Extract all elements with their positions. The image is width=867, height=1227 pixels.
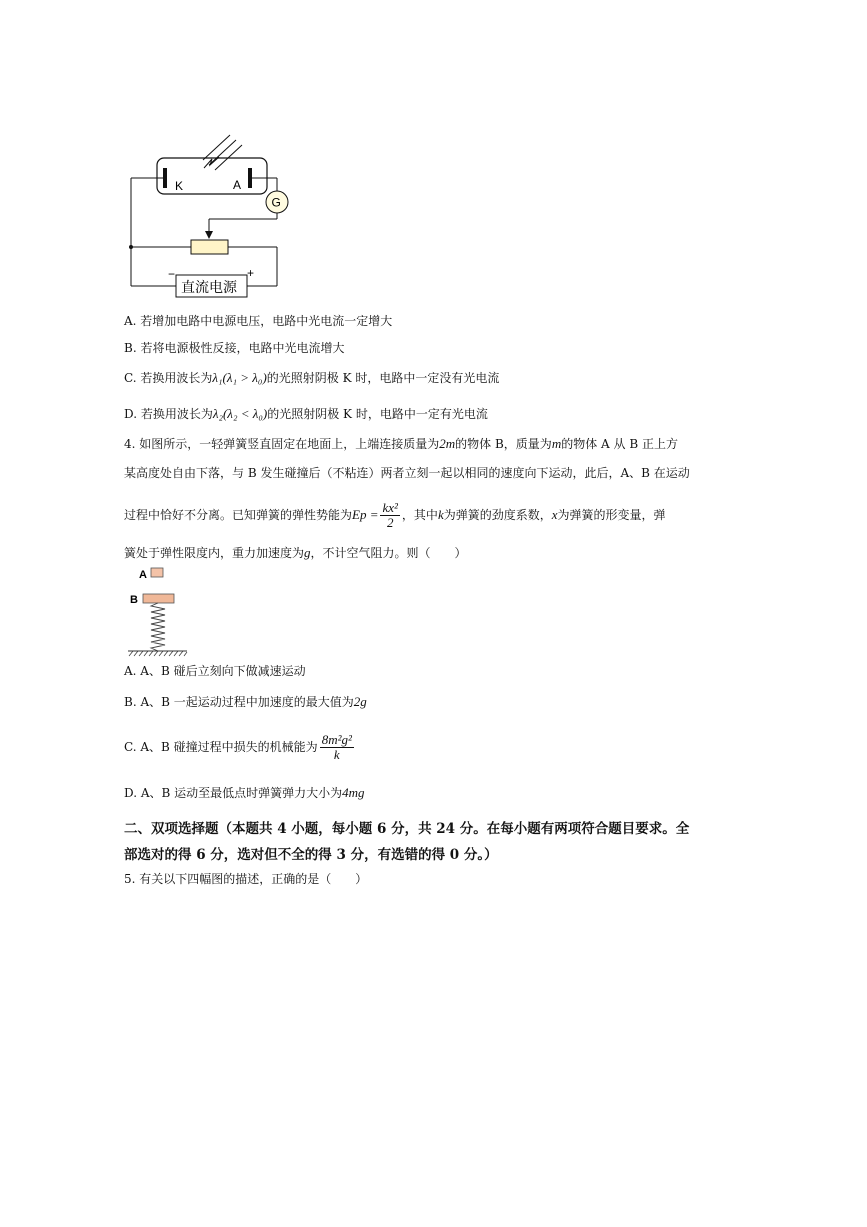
negative-terminal-label: − xyxy=(168,267,176,281)
q4-text: 过程中恰好不分离。已知弹簧的弹性势能为 xyxy=(124,508,353,522)
q4-ep-fraction: $\frac{\text{kx²}}{2}$ xyxy=(382,500,398,530)
photoelectric-circuit-diagram xyxy=(120,125,300,305)
light-beam-icon xyxy=(203,135,242,170)
q4-g-symbol: g xyxy=(304,545,311,560)
cathode-label: K xyxy=(175,179,184,193)
q4-option-d[interactable] xyxy=(124,785,365,801)
q4-text: 为弹簧的形变量，弹 xyxy=(557,508,666,522)
junction-dot xyxy=(129,245,133,249)
q4-mass-a: m xyxy=(551,436,562,451)
q4-option-d-value: 4mg xyxy=(342,785,365,800)
q3-option-b[interactable]: B. 若将电源极性反接，电路中光电流增大 xyxy=(124,341,345,355)
q4-text: 簧处于弹性限度内，重力加速度为 xyxy=(124,546,305,560)
spring-coil xyxy=(151,603,165,651)
q4-option-a[interactable]: A. A、B 碰后立刻向下做减速运动 xyxy=(124,664,306,678)
block-a-label: A xyxy=(139,569,147,581)
q4-text: 的物体 B，质量为 xyxy=(455,437,552,451)
positive-terminal-label: + xyxy=(247,266,255,280)
q4-option-c[interactable] xyxy=(124,732,356,762)
anode-label: A xyxy=(233,178,242,192)
q3-option-a[interactable]: A. 若增加电路中电源电压，电路中光电流一定增大 xyxy=(124,314,393,328)
q4-text: ，其中 xyxy=(401,508,438,522)
q3-option-d-post: 的光照射阴极 K 时，电路中一定有光电流 xyxy=(267,407,488,421)
q4-option-d-pre: D. A、B 运动至最低点时弹簧弹力大小为 xyxy=(124,786,343,800)
rheostat xyxy=(191,240,228,254)
power-supply-label: 直流电源 xyxy=(181,279,237,295)
q3-option-c-post: 的光照射阴极 K 时，电路中一定没有光电流 xyxy=(266,371,500,385)
q4-option-b-pre: B. A、B 一起运动过程中加速度的最大值为 xyxy=(124,695,354,709)
galvanometer-label: G xyxy=(271,195,281,210)
ground-hatching xyxy=(129,651,187,656)
section-2-heading-line-1: 二、双项选择题（本题共 4 小题，每小题 6 分，共 24 分。在每小题有两项符合题目要求。全 xyxy=(124,821,690,837)
q4-option-c-pre: C. A、B 碰撞过程中损失的机械能为 xyxy=(124,740,318,754)
q4-stem-line-3 xyxy=(124,500,666,530)
q4-stem-line-4 xyxy=(124,545,467,561)
q4-text: 4. 如图所示，一轻弹簧竖直固定在地面上，上端连接质量为 xyxy=(124,437,440,451)
slider-arrow-icon xyxy=(205,231,213,239)
spring-diagram xyxy=(125,563,195,661)
q4-k-symbol: k xyxy=(437,507,444,522)
q3-option-c[interactable] xyxy=(124,370,499,386)
q3-option-c-expr: λ₁(λ₁ > λ₀) xyxy=(212,370,267,385)
q4-option-b[interactable] xyxy=(124,694,367,710)
q3-option-d-expr: λ₂(λ₂ < λ₀) xyxy=(212,406,268,421)
q4-text: 的物体 A 从 B 正上方 xyxy=(561,437,678,451)
q4-option-b-value: 2g xyxy=(353,694,367,709)
q4-x-symbol: x xyxy=(551,507,558,522)
q4-text: 为弹簧的劲度系数， xyxy=(443,508,552,522)
q4-mass-b: 2m xyxy=(439,436,456,451)
section-2-heading-line-2: 部选对的得 6 分，选对但不全的得 3 分，有选错的得 0 分。） xyxy=(124,847,498,863)
q4-stem-line-1 xyxy=(124,436,678,452)
block-b-label: B xyxy=(130,594,138,606)
q4-ep-symbol: Ep = xyxy=(352,507,379,522)
q4-text: ，不计空气阻力。则（ ） xyxy=(310,546,467,560)
q3-option-d-pre: D. 若换用波长为 xyxy=(124,407,213,421)
q3-option-c-pre: C. 若换用波长为 xyxy=(124,371,213,385)
q5-stem: 5. 有关以下四幅图的描述，正确的是（ ） xyxy=(124,872,368,886)
q3-option-d[interactable] xyxy=(124,406,488,422)
q4-stem-line-2: 某高度处自由下落，与 B 发生碰撞后（不粘连）两者立刻一起以相同的速度向下运动，此后，A、B 在运动 xyxy=(124,466,690,480)
q4-option-c-fraction: $\frac{\text{8m²g²}}{k}$ xyxy=(321,732,352,762)
block-b xyxy=(143,594,174,603)
block-a xyxy=(151,568,163,577)
